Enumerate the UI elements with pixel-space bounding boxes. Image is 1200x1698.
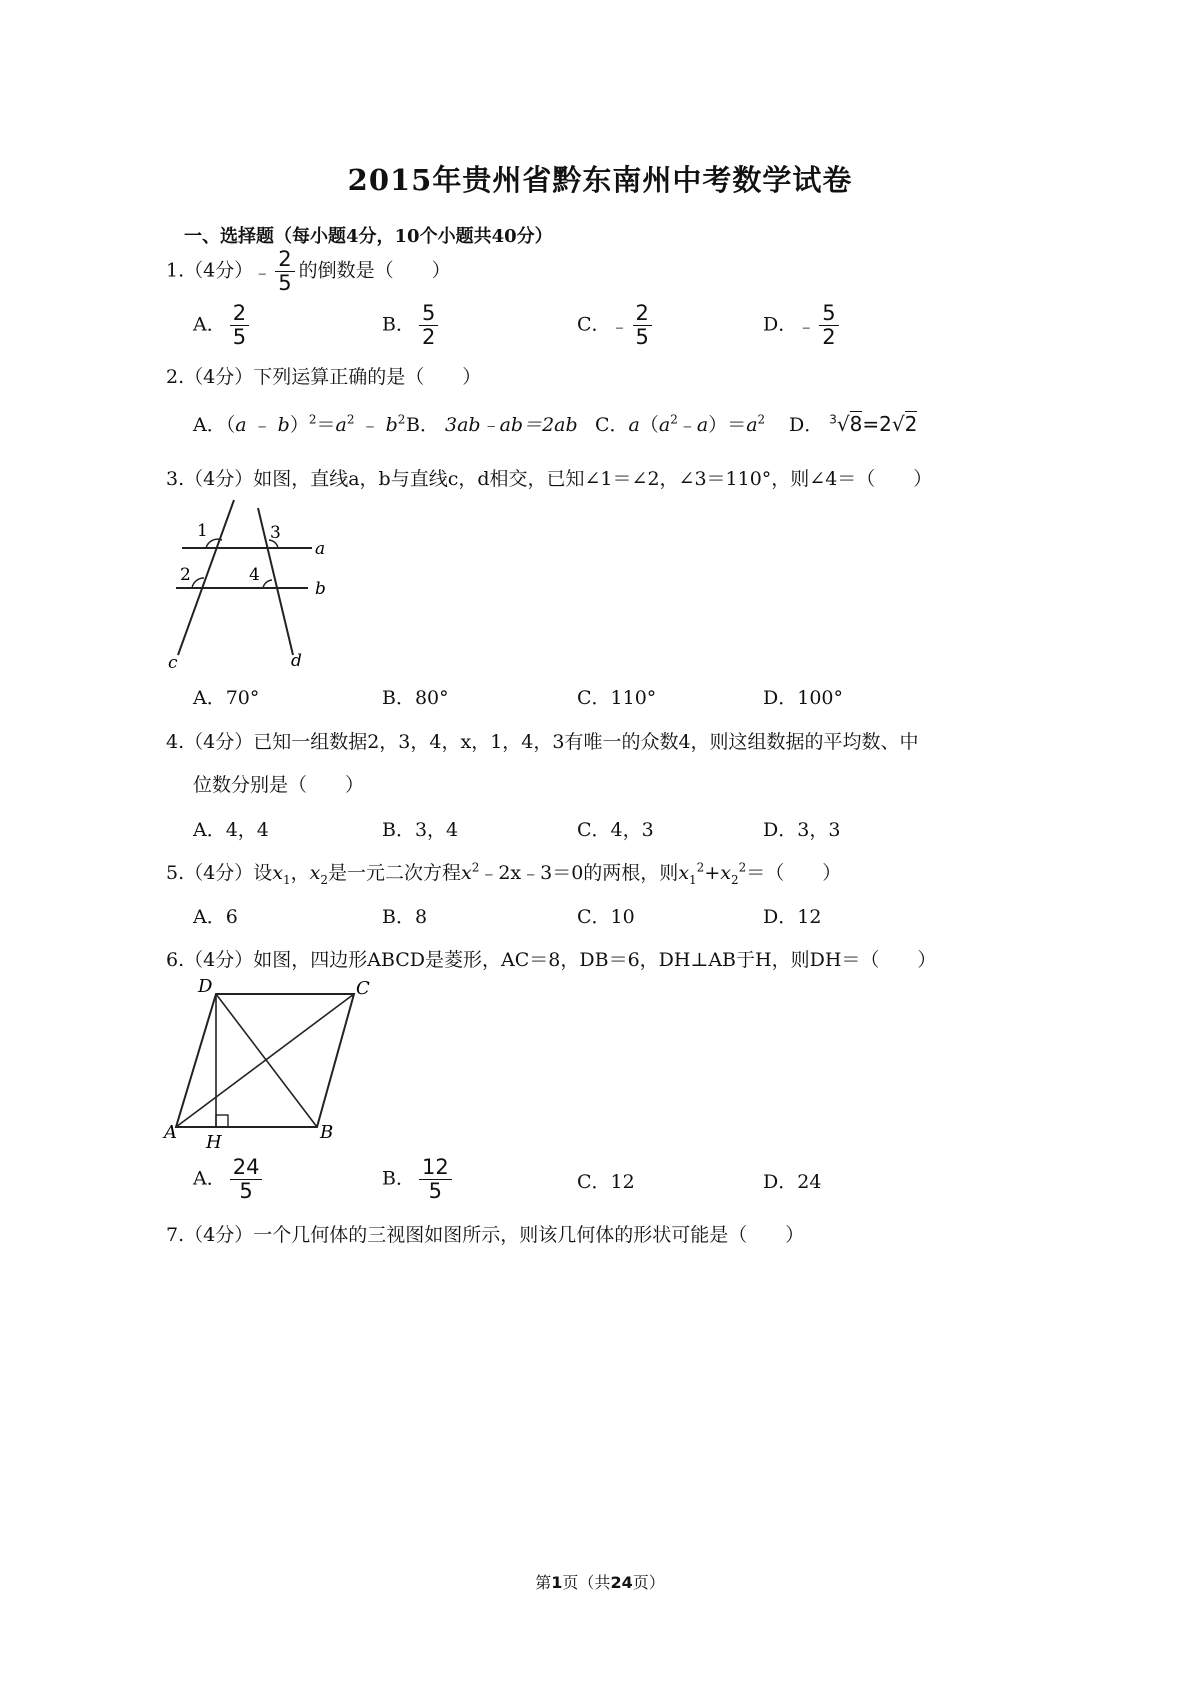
q2-c-t6: a — [696, 414, 709, 436]
q5-t2: 是一元二次方程 — [327, 862, 461, 884]
q1-suffix: 的倒数是（ ） — [298, 259, 451, 282]
q2-option-d — [789, 410, 917, 437]
q6-a-num: 24 — [230, 1156, 263, 1180]
q1-d-num: 5 — [819, 302, 838, 326]
q2-option-c — [595, 410, 765, 437]
q6-option-d: D．24 — [763, 1171, 822, 1193]
label-c: c — [168, 653, 178, 673]
q1-c-den: 5 — [635, 325, 649, 350]
q3-option-b: B．80° — [382, 687, 449, 709]
q2-c-t7: ）＝ — [708, 414, 747, 436]
q5-sq1: 2 — [471, 860, 480, 875]
q5-option-d: D．12 — [763, 906, 822, 928]
q1-a-frac — [230, 302, 249, 349]
q1-c-frac — [633, 302, 652, 349]
label-angle-4: 4 — [249, 565, 260, 585]
q5-sub4: 2 — [730, 872, 739, 887]
q2-a-t8: a — [335, 414, 347, 436]
diagonal-ac — [176, 994, 354, 1127]
radical-icon-2: √ — [891, 412, 905, 436]
q6-option-c: C．12 — [577, 1171, 635, 1193]
q2-a-t10: ﹣ — [354, 414, 386, 436]
q5-x2: x — [309, 862, 321, 884]
question-4-line-2: 位数分别是（ ） — [193, 774, 365, 796]
q5-t3: ﹣2x﹣3＝0的两根，则 — [479, 862, 679, 884]
q2-b-label: B． — [406, 414, 439, 436]
q1-option-a — [193, 302, 253, 349]
q5-t4: ＝（ ） — [746, 862, 842, 884]
q5-sq3: 2 — [738, 860, 747, 875]
q2-option-b — [406, 410, 578, 437]
q6-a-den: 5 — [239, 1179, 253, 1204]
label-angle-3: 3 — [270, 523, 281, 543]
q2-a-t1: （ — [225, 414, 236, 436]
q2-a-t11: b — [385, 414, 398, 436]
q2-c-t3: a — [658, 414, 671, 436]
q2-option-a — [193, 410, 405, 437]
q2-d-radicand: 8 — [849, 412, 863, 436]
footer-mid: 页（共 — [562, 1573, 611, 1592]
q2-a-t4: b — [277, 414, 290, 436]
q1-option-c — [577, 302, 656, 349]
question-4-line-1: 4.（4分）已知一组数据2，3，4，x，1，4，3有唯一的众数4，则这组数据的平均数、中 — [166, 731, 919, 753]
q4-option-c: C．4，3 — [577, 819, 654, 841]
q3-option-a: A．70° — [193, 687, 260, 709]
q5-option-c: C．10 — [577, 906, 635, 928]
q5-x3: x — [460, 862, 472, 884]
vertex-a-label: A — [164, 1122, 177, 1143]
q1-frac-num: 2 — [275, 248, 294, 272]
q2-c-t1: a — [628, 414, 640, 436]
q5-sub1: 1 — [282, 872, 291, 887]
vertex-d-label: D — [198, 976, 213, 997]
q5-option-a: A．6 — [193, 906, 238, 928]
q1-d-neg: ﹣ — [797, 316, 816, 338]
q5-option-b: B．8 — [382, 906, 428, 928]
q5-plus: + — [704, 862, 721, 884]
q2-c-label: C． — [595, 414, 629, 436]
q2-a-t2: a — [235, 414, 247, 436]
q6-option-b — [382, 1156, 456, 1203]
q1-b-num: 5 — [419, 302, 438, 326]
q4-option-b: B．3，4 — [382, 819, 459, 841]
q1-b-frac — [419, 302, 438, 349]
section-heading: 一、选择题（每小题4分，10个小题共40分） — [184, 226, 553, 247]
point-h-label: H — [206, 1132, 222, 1153]
footer-page-number: 1 — [551, 1573, 563, 1592]
q1-c-num: 2 — [633, 302, 652, 326]
q1-d-frac — [819, 302, 838, 349]
q1-option-b — [382, 302, 442, 349]
radical-icon: √ — [836, 412, 850, 436]
label-angle-2: 2 — [180, 565, 191, 585]
vertex-b-label: B — [320, 1122, 334, 1143]
q1-d-label: D． — [763, 313, 798, 336]
q6-b-num: 12 — [419, 1156, 452, 1180]
q1-neg: ﹣ — [253, 262, 272, 284]
q5-x4: x — [678, 862, 690, 884]
q6-option-a — [193, 1156, 266, 1203]
label-a: a — [315, 539, 326, 559]
angle-4-arc — [263, 580, 272, 588]
q1-c-label: C． — [577, 313, 611, 336]
q2-b-text: 3ab﹣ab＝2ab — [445, 414, 578, 436]
q2-c-t8: a — [746, 414, 758, 436]
q2-c-t4: 2 — [670, 412, 678, 427]
q2-c-t2: （ — [639, 414, 659, 436]
q2-a-label: A． — [193, 414, 226, 436]
diagonal-db — [216, 994, 317, 1127]
q2-a-t3: ﹣ — [246, 414, 278, 436]
question-3: 3.（4分）如图，直线a，b与直线c，d相交，已知∠1＝∠2，∠3＝110°，则∠4＝（ ） — [166, 468, 933, 490]
question-1 — [166, 248, 451, 295]
q3-figure — [160, 490, 360, 675]
q6-a-frac — [230, 1156, 263, 1203]
q1-c-neg: ﹣ — [610, 316, 629, 338]
q2-a-t5: ） — [289, 414, 309, 436]
q6-b-den: 5 — [428, 1179, 443, 1204]
vertex-c-label: C — [356, 978, 370, 999]
q5-x1: x — [272, 862, 283, 884]
q2-a-t7: ＝ — [316, 414, 336, 436]
q2-c-t5: ﹣ — [677, 414, 697, 436]
q5-x5: x — [720, 862, 731, 884]
q1-a-label: A． — [193, 313, 226, 336]
page-footer — [0, 1570, 1200, 1593]
right-angle-marker — [216, 1115, 228, 1127]
q2-d-expression — [829, 412, 917, 436]
q6-b-frac — [419, 1156, 452, 1203]
q1-b-label: B． — [382, 313, 415, 336]
footer-total-pages: 24 — [610, 1573, 633, 1592]
question-2: 2.（4分）下列运算正确的是（ ） — [166, 366, 482, 388]
q1-d-den: 2 — [822, 325, 836, 350]
question-6: 6.（4分）如图，四边形ABCD是菱形，AC＝8，DB＝6，DH⊥AB于H，则DH＝（ ） — [166, 949, 937, 971]
q1-fraction — [275, 248, 294, 295]
q2-d-label: D． — [789, 414, 824, 436]
q5-t1: 5.（4分）设 — [166, 862, 273, 884]
q4-option-d: D．3，3 — [763, 819, 841, 841]
q5-comma: ， — [290, 862, 310, 884]
q4-option-a: A．4，4 — [193, 819, 269, 841]
footer-post: 页） — [632, 1573, 665, 1592]
q5-sub2: 2 — [320, 872, 328, 887]
q1-a-num: 2 — [230, 302, 249, 326]
footer-pre: 第 — [535, 1573, 552, 1592]
q1-a-den: 5 — [232, 325, 247, 350]
label-angle-1: 1 — [197, 521, 208, 541]
q1-prefix: 1.（4分） — [166, 259, 254, 282]
q2-a-t12: 2 — [397, 412, 406, 427]
q6-rhombus-figure — [160, 970, 390, 1155]
q1-frac-den: 5 — [278, 271, 292, 296]
q2-d-index: 3 — [829, 412, 837, 427]
q5-sq2: 2 — [696, 860, 705, 875]
q2-d-eq: =2 — [862, 412, 892, 436]
q2-a-t6: 2 — [308, 412, 317, 427]
q3-option-c: C．110° — [577, 687, 657, 709]
q1-b-den: 2 — [421, 325, 436, 350]
label-d: d — [291, 651, 302, 671]
question-5 — [166, 858, 841, 887]
q5-sub3: 1 — [689, 872, 697, 887]
page-title: 2015年贵州省黔东南州中考数学试卷 — [347, 163, 853, 197]
question-7: 7.（4分）一个几何体的三视图如图所示，则该几何体的形状可能是（ ） — [166, 1224, 805, 1246]
q6-a-label: A． — [193, 1167, 226, 1190]
q3-option-d: D．100° — [763, 687, 843, 709]
q2-d-radicand-2: 2 — [904, 412, 918, 436]
q1-option-d — [763, 302, 843, 349]
label-b: b — [315, 579, 326, 599]
q2-a-t9: 2 — [346, 412, 355, 427]
q6-b-label: B． — [382, 1167, 415, 1190]
q2-c-t9: 2 — [757, 412, 766, 427]
